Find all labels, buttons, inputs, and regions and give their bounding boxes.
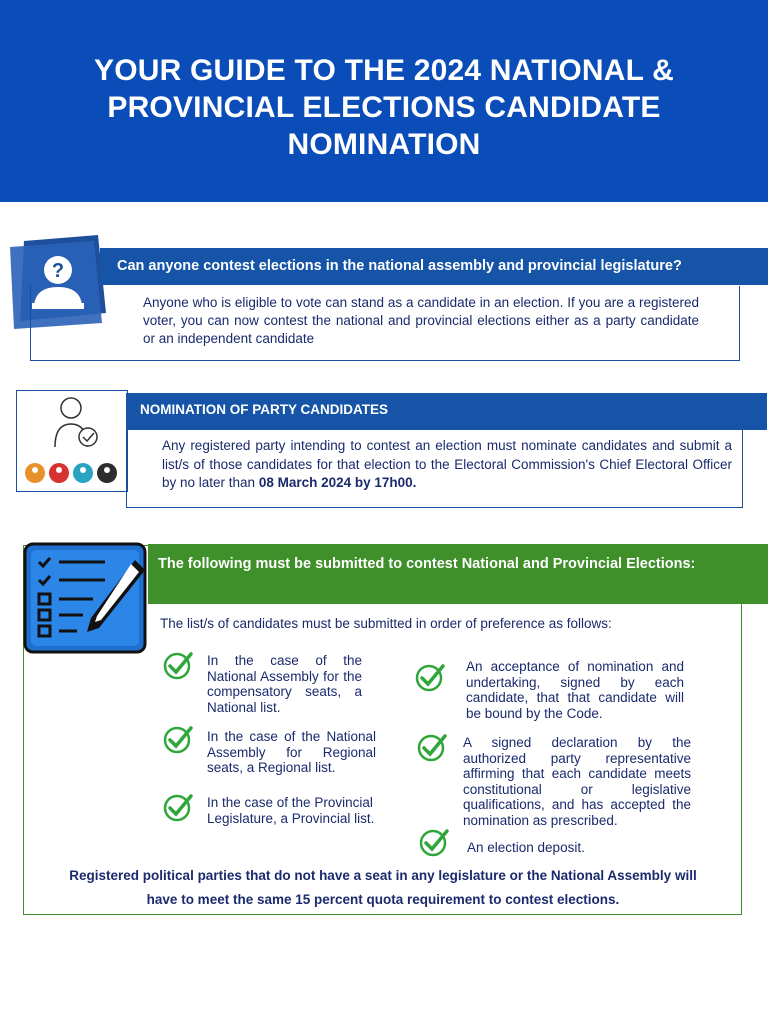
- section2-body: [162, 437, 732, 493]
- section2-body-box: [126, 430, 743, 508]
- section2-heading: NOMINATION OF PARTY CANDIDATES: [140, 402, 388, 417]
- section1-body-box: [30, 286, 740, 361]
- list-item-text: An election deposit.: [467, 840, 585, 855]
- section2-heading-bar: [126, 393, 767, 430]
- section2-deadline: 08 March 2024 by 17h00.: [258, 475, 417, 490]
- list-item: [207, 653, 362, 715]
- list-item: [466, 659, 684, 721]
- list-item-text: A signed declaration by the authorized party representative affirming that each candidate meets constitutional or legislative qualifications, and has accepted the nomination as prescribed.: [463, 735, 691, 828]
- section3-heading-bar: [148, 544, 768, 604]
- checkmark-icon: [162, 650, 194, 680]
- checkmark-icon: [416, 732, 448, 762]
- list-item-text: An acceptance of nomination and undertaking, signed by each candidate, that that candidate will be bound by the Code.: [466, 659, 684, 721]
- page-title: YOUR GUIDE TO THE 2024 NATIONAL & PROVINCIAL ELECTIONS CANDIDATE NOMINATION: [93, 54, 675, 161]
- candidate-check-icon: [17, 391, 127, 491]
- list-item: [207, 729, 376, 776]
- list-item-text: In the case of the National Assembly for the compensatory seats, a National list.: [207, 653, 362, 715]
- header-banner: [0, 0, 768, 202]
- section3-intro: The list/s of candidates must be submitted in order of preference as follows:: [160, 616, 612, 631]
- checkmark-icon: [162, 792, 194, 822]
- checklist-pen-icon: [23, 542, 147, 654]
- list-item: [463, 735, 691, 828]
- section1-heading: Can anyone contest elections in the national assembly and provincial legislature?: [117, 258, 682, 274]
- section3-footer-line1: Registered political parties that do not have a seat in any legislature or the National Assembly will: [69, 868, 697, 883]
- list-item: [207, 795, 387, 826]
- list-item-text: In the case of the Provincial Legislature, a Provincial list.: [207, 795, 375, 826]
- section1-body: Anyone who is eligible to vote can stand as a candidate in an election. If you are a registered voter, you can now contest the national and provincial elections either as a party candidate or an independent candidate: [143, 295, 699, 346]
- section3-footer-line2: have to meet the same 15 percent quota requirement to contest elections.: [146, 892, 620, 907]
- section2-body-text: Any registered party intending to contest an election must nominate candidates and submit a list/s of those candidates for that election to the Electoral Commission's Chief Electoral Officer by no later than: [162, 438, 732, 490]
- svg-text:?: ?: [51, 260, 65, 282]
- section1-heading-bar: [100, 248, 768, 285]
- party-candidates-icon: [16, 390, 128, 492]
- checkmark-icon: [414, 662, 446, 692]
- list-item: [467, 840, 667, 856]
- section3-heading: The following must be submitted to contest National and Provincial Elections:: [158, 556, 696, 572]
- checkmark-icon: [418, 827, 450, 857]
- checkmark-icon: [162, 724, 194, 754]
- list-item-text: In the case of the National Assembly for Regional seats, a Regional list.: [207, 729, 376, 775]
